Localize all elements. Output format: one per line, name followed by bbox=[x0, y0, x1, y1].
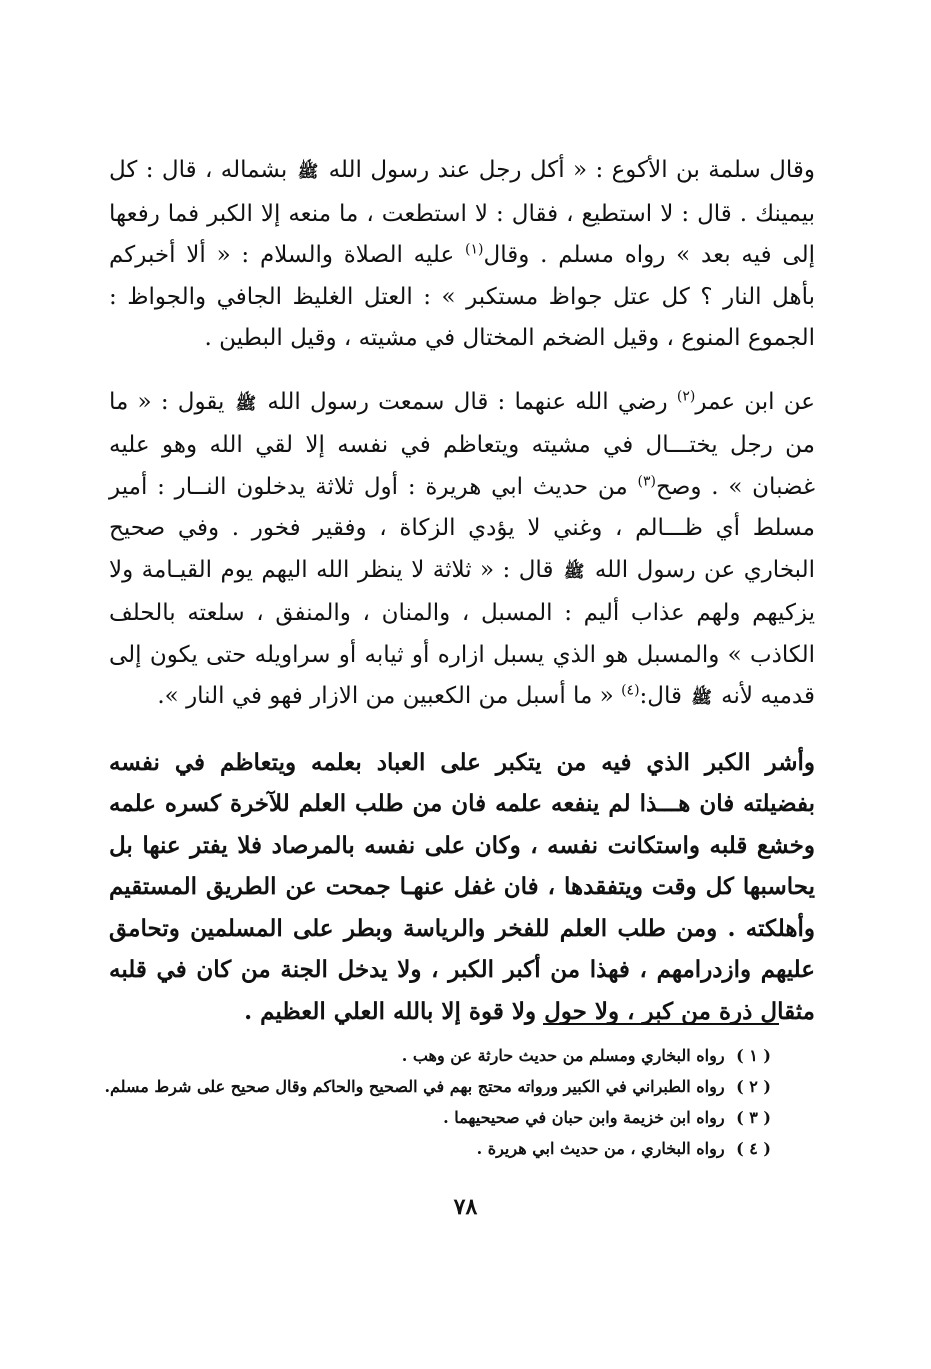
salutation-mark: ﷺ bbox=[297, 162, 319, 182]
salutation-mark: ﷺ bbox=[691, 688, 712, 708]
text-run: قال: bbox=[639, 683, 690, 709]
page-number: ٧٨ bbox=[453, 1194, 478, 1220]
salutation-mark: ﷺ bbox=[235, 393, 257, 414]
footnote-ref: (٤) bbox=[621, 682, 640, 699]
footnote-number: ( ١ ) bbox=[736, 1046, 771, 1065]
footnote-text: رواه البخاري ومسلم من حديث حارثة عن وهب . bbox=[401, 1046, 725, 1065]
text-run: يقول : « ما من رجل يختـــال في مشيته ويتعاظم في نفسه إلا لقي الله وهو عليه غضبان » . وصح bbox=[109, 388, 815, 500]
footnote-ref: (١) bbox=[465, 241, 484, 258]
paragraph-2 bbox=[109, 382, 815, 720]
text-run: وقال سلمة بن الأكوع : « أكل رجل عند رسول الله bbox=[320, 157, 816, 183]
footnote-text: رواه الطبراني في الكبير ورواته محتج بهم في الصحيح والحاكم وقال صحيح على شرط مسلم. bbox=[104, 1077, 725, 1096]
footnote-number: ( ٤ ) bbox=[736, 1139, 771, 1158]
footnote-4 bbox=[111, 1133, 771, 1164]
footnote-number: ( ٣ ) bbox=[736, 1108, 771, 1127]
footnote-text: رواه البخاري ، من حديث ابي هريرة . bbox=[476, 1139, 725, 1158]
text-run: بشماله ، قال : كل بيمينك . قال : لا استطيع ، فقال : لا استطعت ، ما منعه إلا الكبر فما رفعها إلى فيه بعد » رواه مسلم . وقال bbox=[109, 157, 816, 268]
text-run: « ما أسبل من الكعبين من الازار فهو في النار ». bbox=[157, 683, 622, 709]
footnote-1 bbox=[111, 1040, 771, 1071]
footnote-ref: (٣) bbox=[637, 472, 656, 489]
text-run: قال : « ثلاثة لا ينظر الله اليهم يوم القيـامة ولا يزكيهم ولهم عذاب أليم : المسبل ، والمنان ، والمنفق ، سلعته بالحلف الكاذب » والمسبل هو الذي يسبل ازاره أو ثيابه أو سراويله حتى يكون إلى قدميه لأنه bbox=[109, 556, 815, 709]
text-run: عن ابن عمر bbox=[695, 388, 815, 415]
footnotes bbox=[104, 1040, 771, 1164]
text-run: رضي الله عنهما : قال سمعت رسول الله bbox=[258, 388, 677, 415]
footnote-divider bbox=[543, 1023, 779, 1025]
footnote-2 bbox=[104, 1071, 771, 1102]
paragraph-3 bbox=[109, 742, 815, 1033]
footnote-text: رواه ابن خزيمة وابن حبان في صحيحيهما . bbox=[443, 1108, 725, 1127]
text-run: وأشر الكبر الذي فيه من يتكبر على العباد بعلمه ويتعاظم في نفسه بفضيلته فان هـــذا لم ينفعه علمه فان من طلب العلم للآخرة كسره علمه وخشع قلبه واستكانت نفسه ، وكان على نفسه بالمرصاد فلا يفتر عنها بل يحاسبها كل وقت ويتفقدها ، فان غفل عنهـا جمحت عن الطريق المستقيم وأهلكته . ومن طلب العلم للفخر والرياسة وبطر على المسلمين وتحامق عليهم وازدرامهم ، فهذا من أكبر الكبر ، ولا يدخل الجنة من كان في قلبه مثقال ذرة من كبر ، ولا حول ولا قوة إلا بالله العلي العظيم . bbox=[109, 748, 815, 1025]
text-run: من حديث ابي هريرة : أول ثلاثة يدخلون النــار : أمير مسلط أي ظـــالم ، وغني لا يؤدي الزكاة ، وفقير فخور . وفي صحيح البخاري عن رسول الله bbox=[109, 473, 815, 583]
footnote-3 bbox=[111, 1102, 771, 1133]
footnote-ref: (٢) bbox=[676, 387, 696, 404]
text-run: عليه الصلاة والسلام : « ألا أخبركم بأهل النار ؟ كل عتل جواظ مستكبر » : العتل الغليظ الجافي والجواظ : الجموع المنوع ، وقيل الضخم المختال في مشيته ، وقيل البطين . bbox=[109, 242, 815, 351]
footnote-number: ( ٢ ) bbox=[736, 1077, 771, 1096]
page-body bbox=[109, 150, 815, 1032]
salutation-mark: ﷺ bbox=[563, 561, 585, 582]
paragraph-1 bbox=[109, 150, 815, 360]
